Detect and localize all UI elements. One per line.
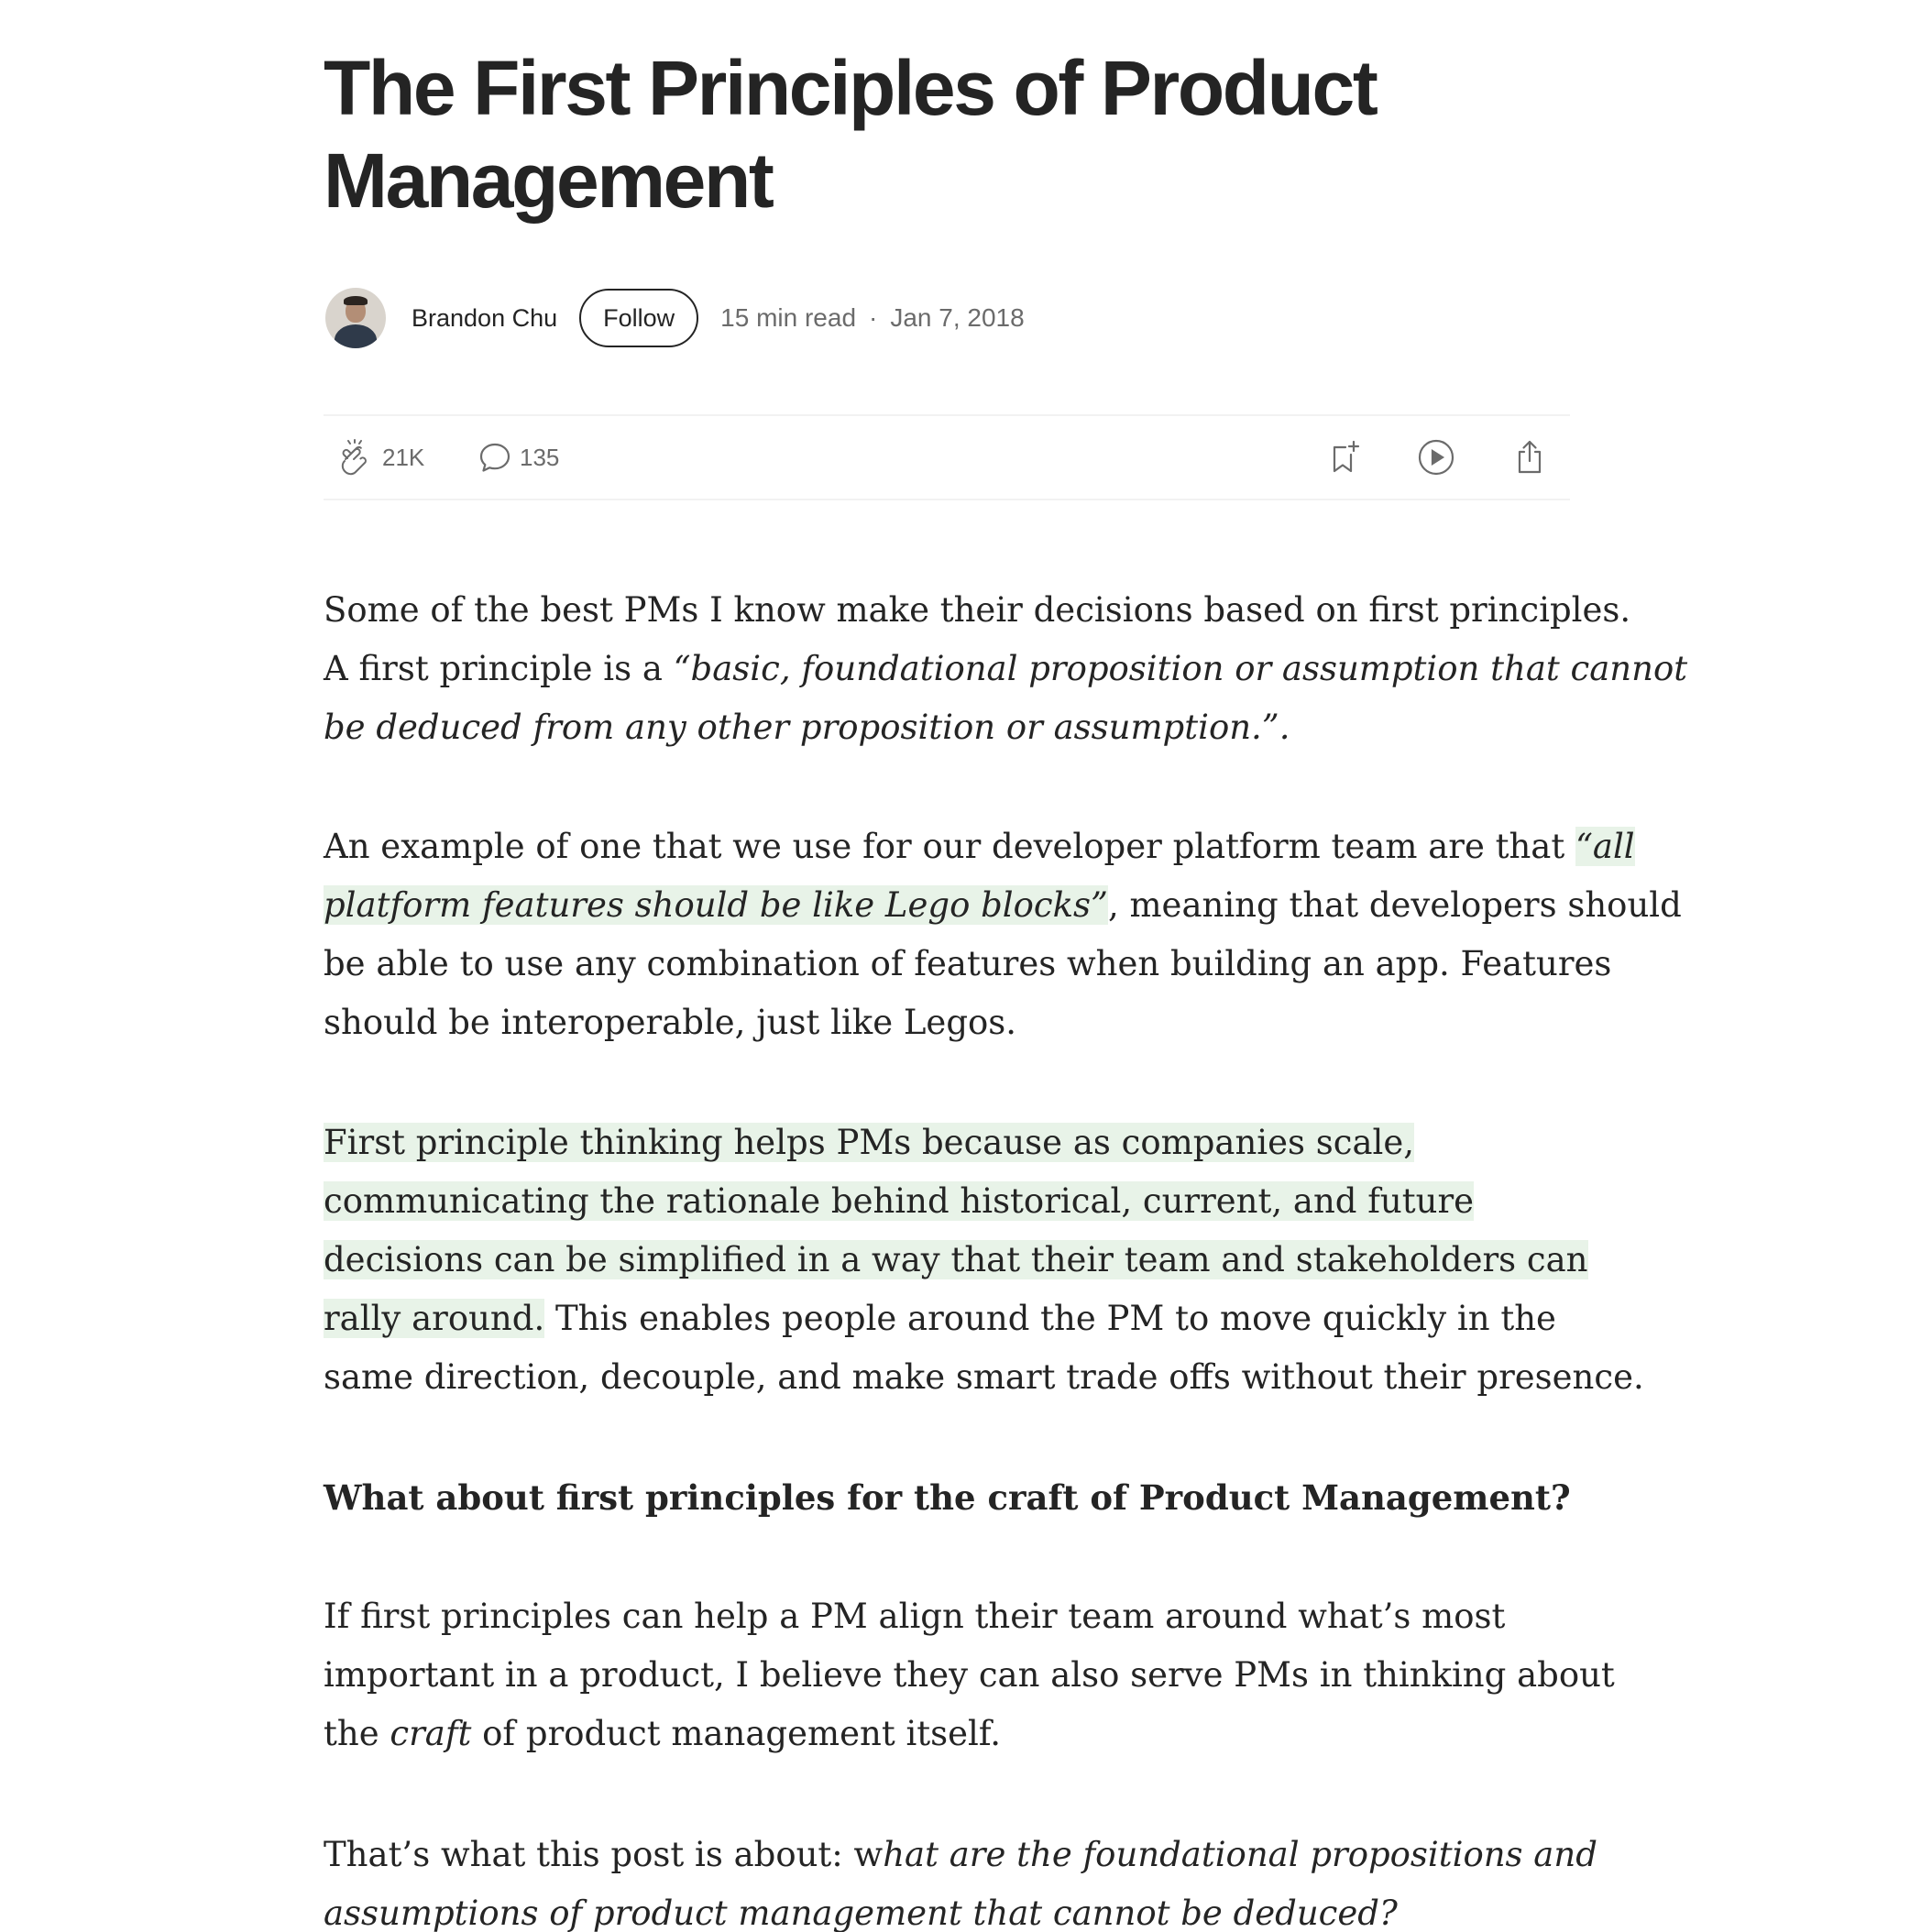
highlight[interactable]: rally around. [324, 1299, 545, 1338]
clap-count: 21K [382, 443, 425, 471]
comment-icon [478, 440, 512, 475]
paragraph-2: An example of one that we use for our developer platform team are that “all platform features should be like Lego blocks”, meaning that developers should be able to use any combination of features when building an app. Features should be interoperable, just like Legos. [324, 827, 1682, 1042]
paragraph-5: That’s what this post is about: what are the foundational propositions and assumptions of product management that cannot be deduced? [324, 1835, 1597, 1932]
highlight[interactable]: First principle thinking helps PMs because as companies scale, [324, 1123, 1415, 1162]
highlight[interactable]: communicating the rationale behind historical, current, and future [324, 1181, 1475, 1221]
share-button[interactable] [1511, 416, 1548, 499]
play-icon [1416, 437, 1456, 478]
publish-date: Jan 7, 2018 [890, 303, 1025, 332]
highlight[interactable]: decisions can be simplified in a way that their team and stakeholders can [324, 1240, 1588, 1279]
responses-button[interactable] [478, 416, 559, 499]
title-line-1: The First Principles of Product [324, 45, 1377, 131]
title-line-2: Management [324, 137, 773, 224]
listen-button[interactable] [1416, 416, 1456, 499]
highlight[interactable]: “all [1575, 827, 1635, 866]
bookmark-add-icon [1326, 439, 1363, 476]
action-bar [324, 414, 1570, 500]
meta-separator: · [869, 303, 878, 332]
paragraph-1: Some of the best PMs I know make their decisions based on first principles. A first principle is a “basic, foundational proposition or assumption that cannot be deduced from any other proposition or assumption.”. [324, 590, 1688, 747]
paragraph-4: If first principles can help a PM align their team around what’s most important in a product, I believe they can also serve PMs in thinking about the craft of product management itself. [324, 1597, 1615, 1753]
follow-button[interactable]: Follow [579, 289, 698, 347]
article-meta [720, 303, 1025, 333]
paragraph-3: First principle thinking helps PMs because as companies scale, communicating the rationale behind historical, current, and future decisions can be simplified in a way that their team and stakeholders can rally around. This enables people around the PM to move quickly in the same direction, decouple, and make smart trade offs without their presence. [324, 1123, 1644, 1397]
highlight[interactable]: platform features should be like Lego blocks” [324, 885, 1108, 925]
share-icon [1511, 438, 1548, 477]
clap-button[interactable] [336, 416, 424, 499]
save-button[interactable] [1326, 416, 1363, 499]
author-avatar[interactable] [325, 288, 386, 348]
section-heading: What about first principles for the craft of Product Management? [324, 1477, 1571, 1518]
article-title [324, 42, 1570, 227]
byline [324, 286, 1025, 350]
responses-count: 135 [520, 443, 560, 471]
clap-icon [336, 438, 375, 477]
author-name[interactable]: Brandon Chu [412, 303, 558, 332]
read-time: 15 min read [720, 303, 857, 332]
